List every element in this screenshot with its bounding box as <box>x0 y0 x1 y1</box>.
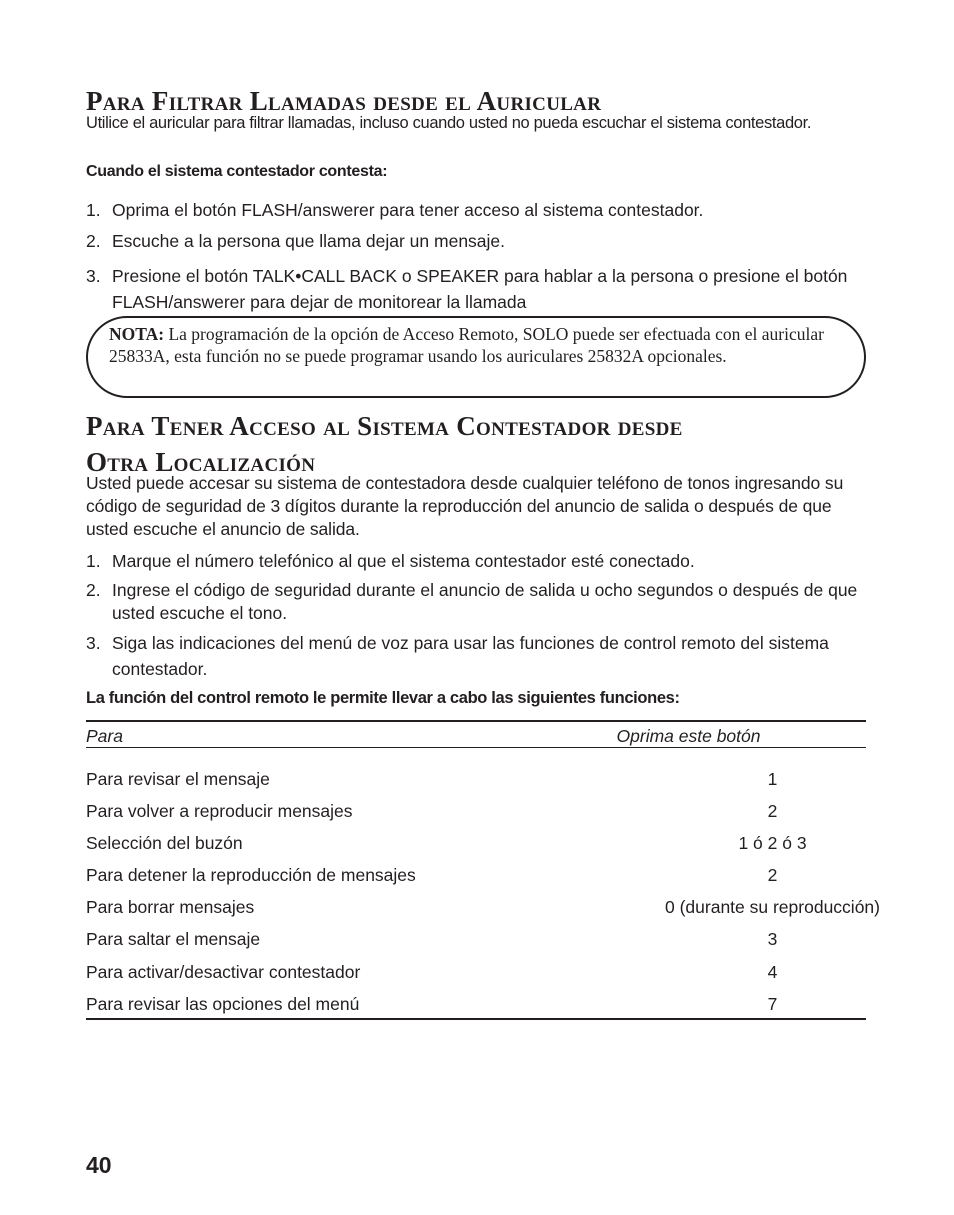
table-cell-button: 4 <box>767 962 778 982</box>
table-header-button: Oprima este botón <box>616 726 761 746</box>
subheading-when-answering: Cuando el sistema contestador contesta: <box>86 163 388 180</box>
table-cell-function: Para revisar las opciones del menú <box>86 994 360 1014</box>
step-text: Marque el número telefónico al que el sistema contestador esté conectado. <box>112 551 695 571</box>
table-cell-button: 0 (durante su reproducción) <box>665 897 880 917</box>
step-number: 3. <box>86 633 101 653</box>
step-number: 1. <box>86 551 101 571</box>
list-item <box>86 263 876 315</box>
step-text: Ingrese el código de seguridad durante el anuncio de salida u ocho segundos o después de que usted escuche el tono. <box>112 580 858 623</box>
step-text: Presione el botón TALK•CALL BACK o SPEAKER para hablar a la persona o presione el botón FLASH/answerer para dejar de monitorear la llamada <box>112 266 848 312</box>
step-text: Siga las indicaciones del menú de voz para usar las funciones de control remoto del sistema contestador. <box>112 633 829 679</box>
table-cell-function: Para saltar el mensaje <box>86 929 261 949</box>
step-text: Oprima el botón FLASH/answerer para tener acceso al sistema contestador. <box>112 200 704 220</box>
step-number: 1. <box>86 200 101 220</box>
section-heading-screen-calls: Para Filtrar Llamadas desde el Auricular <box>86 86 602 116</box>
table-cell-button: 7 <box>767 994 778 1014</box>
step-text: Escuche a la persona que llama dejar un mensaje. <box>112 231 506 251</box>
note-box <box>86 316 866 398</box>
note-text: La programación de la opción de Acceso Remoto, SOLO puede ser efectuada con el auricular 25833A, esta función no se puede programar usando los auriculares 25832A opcionales. <box>109 324 824 366</box>
note-label: NOTA: <box>109 324 165 344</box>
list-item <box>86 230 876 253</box>
table-cell-button: 3 <box>767 929 778 949</box>
list-item <box>86 550 876 573</box>
page-number: 40 <box>86 1152 112 1178</box>
table-top-rule <box>86 720 866 722</box>
section-intro-paragraph: Usted puede accesar su sistema de contestadora desde cualquier teléfono de tonos ingresando su código de seguridad de 3 dígitos durante la reproducción del anuncio de salida o después de que usted escuche el anuncio de salida. <box>86 473 844 539</box>
table-row <box>86 833 866 857</box>
table-header-para: Para <box>86 726 123 746</box>
table-cell-function: Para revisar el mensaje <box>86 769 270 789</box>
table-cell-button: 2 <box>767 801 778 821</box>
table-cell-function: Para activar/desactivar contestador <box>86 962 361 982</box>
step-number: 2. <box>86 231 101 251</box>
table-row <box>86 769 866 793</box>
list-item <box>86 199 876 222</box>
table-cell-button: 2 <box>767 865 778 885</box>
table-row <box>86 962 866 986</box>
table-cell-function: Para detener la reproducción de mensajes <box>86 865 416 885</box>
step-number: 2. <box>86 580 101 600</box>
table-row <box>86 801 866 825</box>
table-row <box>86 865 866 889</box>
table-cell-button: 1 ó 2 ó 3 <box>738 833 807 853</box>
list-item <box>86 630 876 682</box>
table-cell-function: Selección del buzón <box>86 833 243 853</box>
section-heading-remote-access-line2: Otra Localización <box>86 447 316 477</box>
functions-title: La función del control remoto le permite llevar a cabo las siguientes funciones: <box>86 689 680 707</box>
section-intro-paragraph: Utilice el auricular para filtrar llamadas, incluso cuando usted no pueda escuchar el sistema contestador. <box>86 114 812 132</box>
table-cell-button: 1 <box>767 769 778 789</box>
table-row <box>86 929 866 953</box>
table-header-rule <box>86 747 866 748</box>
section-heading-remote-access: Para Tener Acceso al Sistema Contestador desde <box>86 411 683 441</box>
list-item <box>86 579 876 625</box>
table-bottom-rule <box>86 1018 866 1020</box>
table-cell-function: Para volver a reproducir mensajes <box>86 801 353 821</box>
step-number: 3. <box>86 266 101 286</box>
table-row <box>86 994 866 1018</box>
table-row <box>86 897 880 921</box>
table-cell-function: Para borrar mensajes <box>86 897 255 917</box>
